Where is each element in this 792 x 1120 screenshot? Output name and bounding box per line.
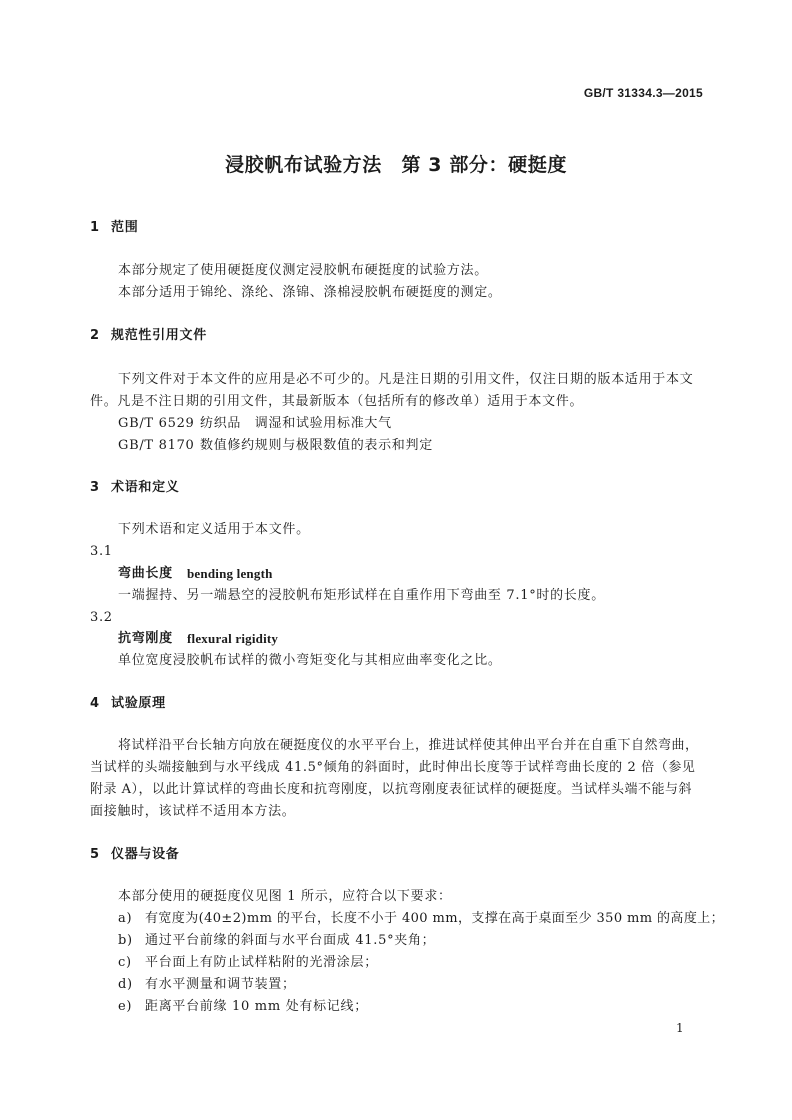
list-item-label: b) xyxy=(118,933,133,948)
section-intro: 下列术语和定义适用于本文件。 xyxy=(118,522,310,537)
term-chinese: 抗弯刚度 xyxy=(118,631,173,646)
list-item-text: 距离平台前缘 10 mm 处有标记线； xyxy=(145,999,368,1014)
paragraph-line: 件。凡是不注日期的引用文件，其最新版本（包括所有的修改单）适用于本文件。 xyxy=(90,394,584,409)
section-number: 5 xyxy=(90,847,100,862)
list-item-label: d) xyxy=(118,977,133,992)
paragraph-line: 将试样沿平台长轴方向放在硬挺度仪的水平平台上，推进试样使其伸出平台并在自重下自然弯曲， xyxy=(118,738,699,753)
document-title: 浸胶帆布试验方法 第 3 部分：硬挺度 xyxy=(225,154,567,176)
term-chinese: 弯曲长度 xyxy=(118,566,173,581)
reference-title: 纺织品 调湿和试验用标准大气 xyxy=(200,416,392,431)
section-number: 2 xyxy=(90,328,100,343)
paragraph-line: 本部分适用于锦纶、涤纶、涤锦、涤棉浸胶帆布硬挺度的测定。 xyxy=(118,285,502,300)
list-item-text: 有宽度为(40±2)mm 的平台，长度不小于 400 mm，支撑在高于桌面至少 350 mm 的高度上； xyxy=(145,911,725,926)
term-english: flexural rigidity xyxy=(187,631,279,646)
paragraph-line: 附录 A），以此计算试样的弯曲长度和抗弯刚度，以抗弯刚度表征试样的硬挺度。当试样头端不能与斜 xyxy=(90,782,693,797)
section-number: 3 xyxy=(90,480,100,495)
list-item-text: 有水平测量和调节装置； xyxy=(145,977,296,992)
paragraph-line: 本部分规定了使用硬挺度仪测定浸胶帆布硬挺度的试验方法。 xyxy=(118,263,488,278)
standard-code-header: GB/T 31334.3—2015 xyxy=(583,86,703,100)
term-definition: 单位宽度浸胶帆布试样的微小弯矩变化与其相应曲率变化之比。 xyxy=(118,653,502,668)
section-heading: 术语和定义 xyxy=(111,480,180,495)
term-number: 3.1 xyxy=(90,544,113,559)
paragraph-line: 当试样的头端接触到与水平线成 41.5°倾角的斜面时，此时伸出长度等于试样弯曲长度的 2 倍（参见 xyxy=(90,760,696,775)
term-definition: 一端握持、另一端悬空的浸胶帆布矩形试样在自重作用下弯曲至 7.1°时的长度。 xyxy=(118,588,605,603)
section-number: 4 xyxy=(90,696,100,711)
list-item-label: e) xyxy=(118,999,133,1014)
section-heading: 规范性引用文件 xyxy=(111,328,207,343)
list-item-label: a) xyxy=(118,911,133,926)
section-heading: 仪器与设备 xyxy=(111,847,180,862)
section-heading: 试验原理 xyxy=(111,696,166,711)
page-number: 1 xyxy=(676,1021,684,1035)
section-number: 1 xyxy=(90,220,100,235)
section-intro: 本部分使用的硬挺度仪见图 1 所示，应符合以下要求： xyxy=(118,889,452,904)
list-item-label: c) xyxy=(118,955,132,970)
section-heading: 范围 xyxy=(111,220,139,235)
paragraph-line: 面接触时，该试样不适用本方法。 xyxy=(90,804,296,819)
reference-title: 数值修约规则与极限数值的表示和判定 xyxy=(200,438,433,453)
paragraph-line: 下列文件对于本文件的应用是必不可少的。凡是注日期的引用文件，仅注日期的版本适用于本文 xyxy=(118,372,694,387)
term-number: 3.2 xyxy=(90,610,113,625)
reference-code: GB/T 6529 xyxy=(118,416,195,431)
list-item-text: 平台面上有防止试样粘附的光滑涂层； xyxy=(145,955,378,970)
list-item-text: 通过平台前缘的斜面与水平台面成 41.5°夹角； xyxy=(145,933,436,948)
reference-code: GB/T 8170 xyxy=(118,438,195,453)
term-english: bending length xyxy=(187,566,273,581)
